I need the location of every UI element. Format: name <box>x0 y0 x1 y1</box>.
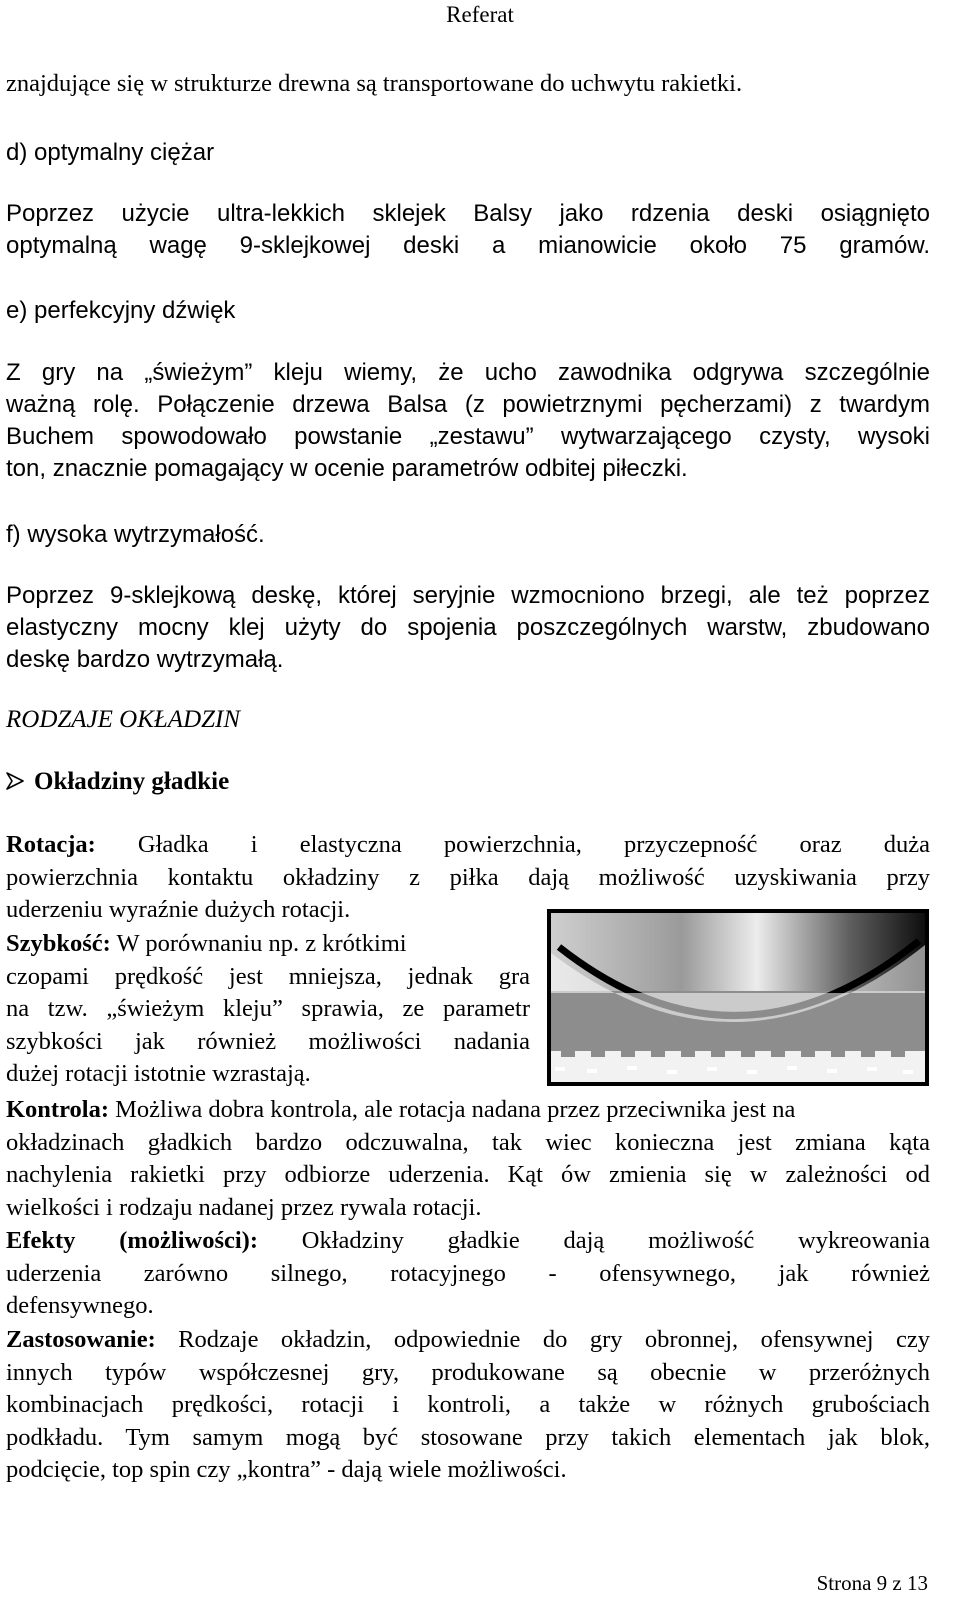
section-title: RODZAJE OKŁADZIN <box>6 706 241 733</box>
text-line: ton, znacznie pomagający w ocenie parametrów odbitej piłeczki. <box>6 455 688 482</box>
subsection-title <box>6 768 229 796</box>
text-line: na tzw. „świeżym kleju” sprawia, ze parametr <box>6 995 530 1022</box>
paragraph-durability <box>6 580 930 676</box>
page-number: Strona 9 z 13 <box>816 1571 928 1595</box>
paragraph-szybkosc <box>6 928 530 1091</box>
term-label: Szybkość: <box>6 930 111 957</box>
text-line: Zastosowanie: Rodzaje okładzin, odpowiednie do gry obronnej, ofensywnej czy <box>6 1326 930 1353</box>
text-line: znajdujące się w strukturze drewna są transportowane do uchwytu rakietki. <box>6 70 743 97</box>
arrowhead-bullet-icon <box>6 772 24 790</box>
text-line: czopami prędkość jest mniejsza, jednak gra <box>6 962 530 990</box>
term-label: Kontrola: <box>6 1096 109 1123</box>
text-line: kombinacjach prędkości, rotacji i kontroli, a także w różnych grubościach <box>6 1391 930 1418</box>
text-line: Z gry na „świeżym” kleju wiemy, że ucho zawodnika odgrywa szczególnie <box>6 359 930 386</box>
page-header: Referat <box>446 2 514 27</box>
text-line: Poprzez użycie ultra-lekkich sklejek Balsy jako rdzenia deski osiągnięto <box>6 200 930 227</box>
text-line: Buchem spowodowało powstanie „zestawu” wytwarzającego czysty, wysoki <box>6 423 930 450</box>
text-line: ważną rolę. Połączenie drzewa Balsa (z powietrznymi pęcherzami) z twardym <box>6 391 930 418</box>
rubber-cross-section-image <box>547 909 929 1086</box>
text-line: dużej rotacji istotnie wzrastają. <box>6 1060 311 1087</box>
paragraph-sound <box>6 357 930 485</box>
text-line: deskę bardzo wytrzymałą. <box>6 646 284 673</box>
term-label: Rotacja: <box>6 831 96 858</box>
paragraph-zastosowanie <box>6 1324 930 1487</box>
text-line: elastyczny mocny klej użyty do spojenia poszczególnych warstw, zbudowano <box>6 614 930 641</box>
text-line: Poprzez 9-sklejkową deskę, której seryjnie wzmocniono brzegi, ale też poprzez <box>6 582 930 609</box>
item-e-title: e) perfekcyjny dźwięk <box>6 297 236 324</box>
text-line: innych typów współczesnej gry, produkowane są obecnie w przeróżnych <box>6 1358 930 1386</box>
text-line: powierzchnia kontaktu okładziny z piłka dają możliwość uzyskiwania przy <box>6 863 930 891</box>
text-line: Rotacja: Gładka i elastyczna powierzchnia, przyczepność oraz duża <box>6 831 931 858</box>
subsection-label: Okładziny gładkie <box>34 768 230 795</box>
item-f-title: f) wysoka wytrzymałość. <box>6 521 265 548</box>
term-label: Zastosowanie: <box>6 1326 156 1353</box>
text-line: uderzeniu wyraźnie dużych rotacji. <box>6 896 351 923</box>
paragraph-intro <box>6 68 930 101</box>
text-line: defensywnego. <box>6 1292 154 1319</box>
paragraph-kontrola <box>6 1094 930 1224</box>
paragraph-weight <box>6 198 930 262</box>
text-line: podcięcie, top spin czy „kontra” - dają wiele możliwości. <box>6 1456 567 1483</box>
text-line: okładzinach gładkich bardzo odczuwalna, tak wiec konieczna jest zmiana kąta <box>6 1128 930 1156</box>
text-line: Kontrola: Możliwa dobra kontrola, ale rotacja nadana przez przeciwnika jest na <box>6 1096 796 1123</box>
text-line: uderzenia zarówno silnego, rotacyjnego - ofensywnego, jak również <box>6 1259 930 1287</box>
text-line: Efekty (możliwości): Okładziny gładkie dają możliwość wykreowania <box>6 1227 930 1254</box>
text-line: optymalną wagę 9-sklejkowej deski a mianowicie około 75 gramów. <box>6 232 930 259</box>
text-line: podkładu. Tym samym mogą być stosowane przy takich elementach jak blok, <box>6 1423 930 1451</box>
text-line: szybkości jak również możliwości nadania <box>6 1027 530 1055</box>
item-d-title: d) optymalny ciężar <box>6 139 215 166</box>
text-line: wielkości i rodzaju nadanej przez rywala rotacji. <box>6 1193 482 1221</box>
paragraph-efekty <box>6 1225 930 1323</box>
term-label: Efekty (możliwości): <box>6 1227 258 1254</box>
text-line: nachylenia rakietki przy odbiorze uderzenia. Kąt ów zmienia się w zależności od <box>6 1161 930 1188</box>
text-line: Szybkość: W porównaniu np. z krótkimi <box>6 930 407 957</box>
